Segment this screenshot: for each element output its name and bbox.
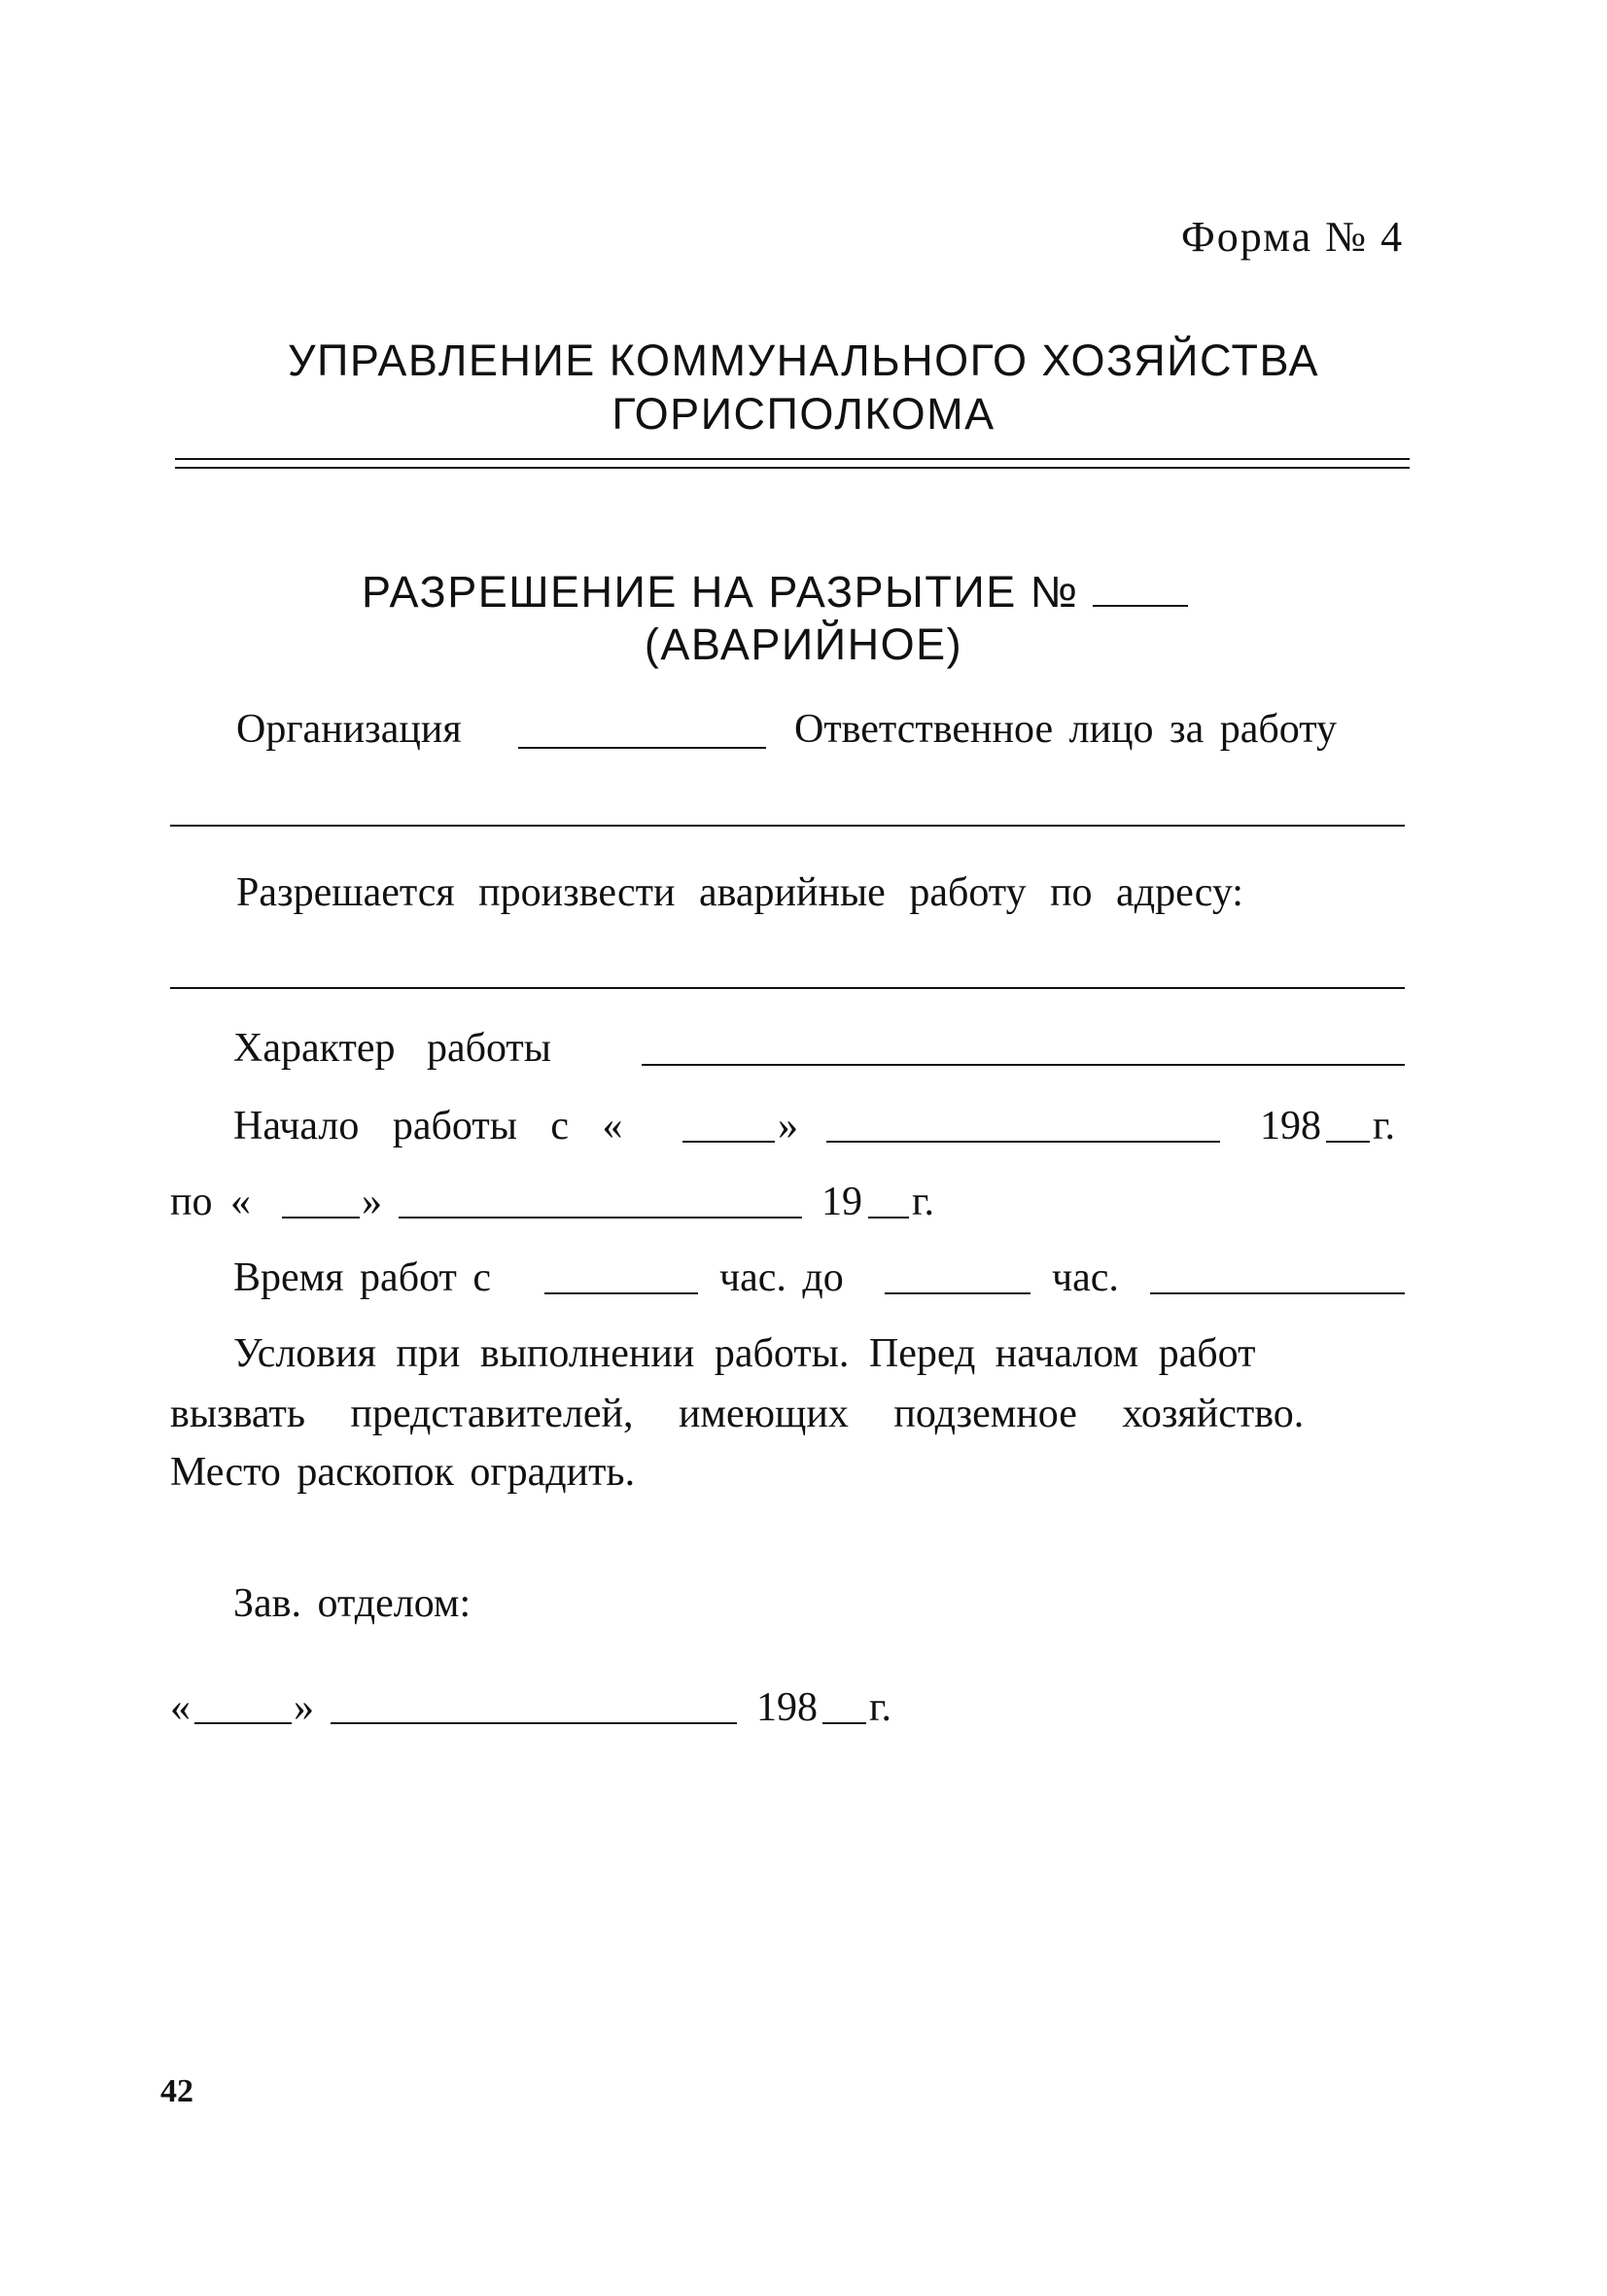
responsible-blank[interactable] [170,825,1405,827]
form-number-label: Форма № 4 [1181,213,1405,261]
header-line-2: ГОРИСПОЛКОМА [611,389,996,439]
start-month-blank[interactable] [826,1140,1220,1143]
signature-date-close: » [294,1685,314,1730]
department-head-label: Зав. отделом: [233,1581,472,1626]
hours-to-label: час. до [719,1255,844,1300]
signature-month-blank[interactable] [331,1721,737,1724]
permit-number-blank[interactable] [1093,604,1188,607]
start-day-blank[interactable] [682,1140,775,1143]
signature-year-suffix: г. [869,1685,891,1730]
start-date-label: Начало работы с « [233,1104,623,1148]
start-quote-close: » [778,1104,798,1148]
header-divider-bottom [175,467,1410,469]
signature-year-blank[interactable] [822,1721,866,1724]
conditions-line-2: вызвать представителей, имеющих подземное хозяйство. [170,1392,1305,1436]
end-date-label: по « [170,1180,251,1224]
start-year-blank[interactable] [1326,1140,1370,1143]
responsible-label: Ответственное лицо за работу [794,707,1338,752]
start-year-suffix: г. [1373,1104,1395,1148]
permit-subtitle: (АВАРИЙНОЕ) [644,619,963,669]
page-number: 42 [160,2073,193,2109]
end-quote-close: » [362,1180,382,1224]
address-blank[interactable] [170,987,1405,989]
allowed-work-label: Разрешается произвести аварийные работу по адресу: [236,870,1243,915]
permit-title-text: РАЗРЕШЕНИЕ НА РАЗРЫТИЕ № [362,567,1079,617]
header-divider-top [175,458,1410,460]
time-from-blank[interactable] [544,1291,698,1294]
time-to-blank[interactable] [885,1291,1031,1294]
time-extra-blank[interactable] [1150,1291,1405,1294]
signature-date-open: « [170,1685,191,1730]
end-year-blank[interactable] [868,1216,909,1219]
hours-label: час. [1052,1255,1119,1300]
work-time-label: Время работ с [233,1255,492,1300]
end-year: 19 [821,1180,862,1224]
permit-title [362,567,1188,618]
end-day-blank[interactable] [282,1216,360,1219]
organization-blank[interactable] [518,746,766,749]
start-year: 198 [1260,1104,1321,1148]
organization-label: Организация [236,707,462,752]
work-type-blank[interactable] [642,1063,1405,1066]
conditions-line-1: Условия при выполнении работы. Перед началом работ [233,1331,1256,1376]
signature-year: 198 [756,1685,818,1730]
end-year-suffix: г. [912,1180,934,1224]
conditions-line-3: Место раскопок оградить. [170,1450,636,1495]
work-type-label: Характер работы [233,1026,551,1071]
header-line-1: УПРАВЛЕНИЕ КОММУНАЛЬНОГО ХОЗЯЙСТВА [287,336,1320,385]
end-month-blank[interactable] [399,1216,802,1219]
signature-day-blank[interactable] [194,1721,292,1724]
